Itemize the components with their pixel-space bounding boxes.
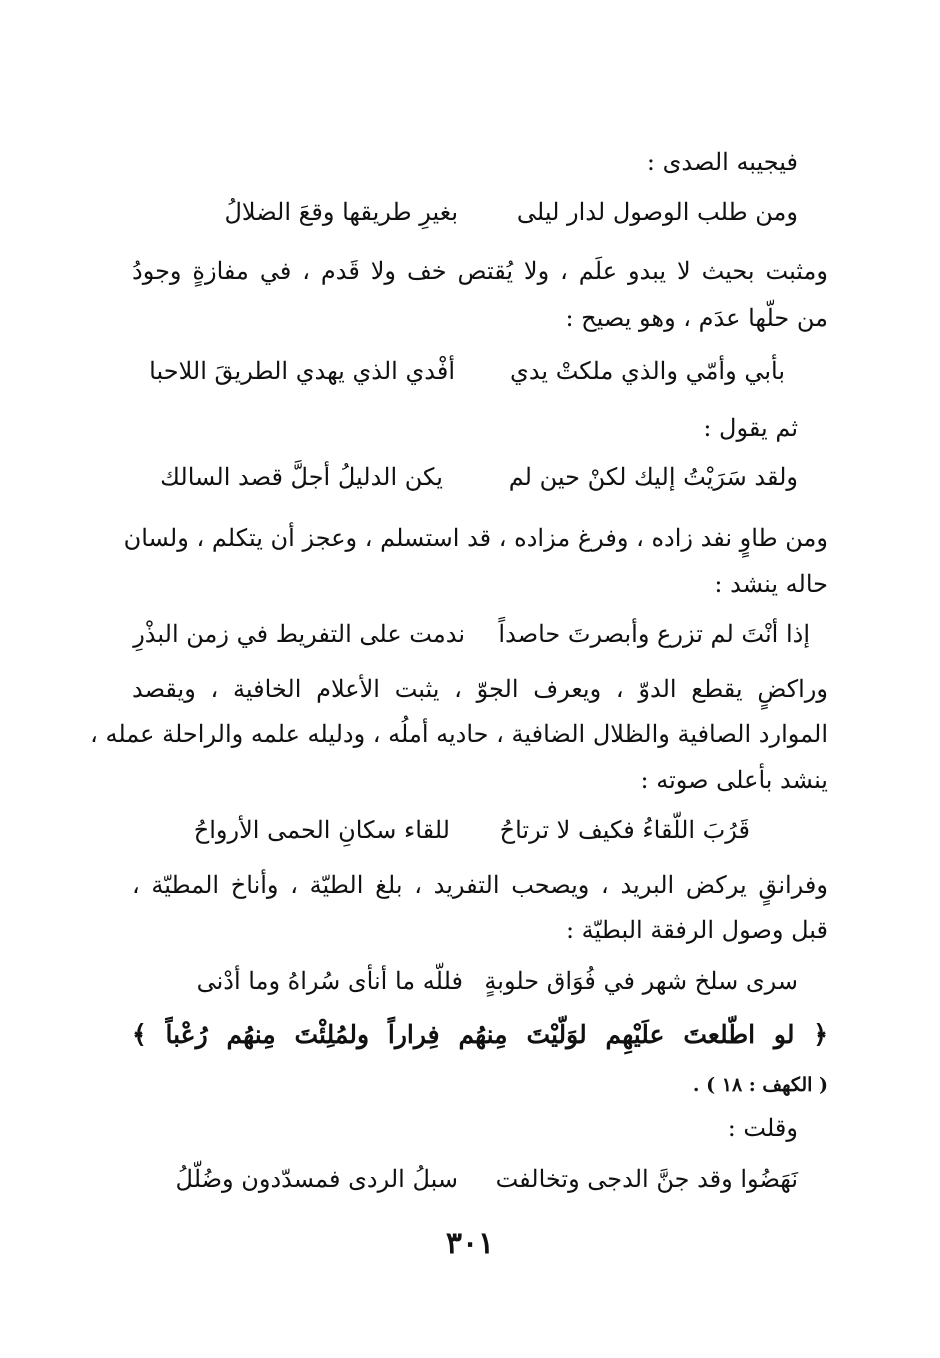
verse-hemistich-second: فللّه ما أنأى سُراهُ وما أدْنى [196, 967, 463, 995]
verse-line [194, 813, 750, 847]
verse-hemistich-first: سرى سلخ شهر في فُوَاق حلوبةٍ [484, 967, 798, 995]
prose-line: قبل وصول الرفقة البطيّة : [565, 916, 828, 944]
prose-line: ينشد بأعلى صوته : [640, 766, 828, 794]
verse-line [176, 1162, 798, 1196]
verse-hemistich-second: يكن الدليلُ أجلَّ قصد السالك [160, 463, 443, 491]
verse-hemistich-second: بغيرِ طريقها وقعَ الضلالُ [224, 198, 458, 226]
verse-line [149, 354, 785, 388]
verse-hemistich-first: ومن طلب الوصول لدار ليلى [516, 198, 798, 226]
verse-hemistich-first: إذا أنْتَ لم تزرع وأبصرتَ حاصداً [498, 620, 810, 648]
verse-hemistich-second: ندمت على التفريط في زمن البذْرِ [133, 620, 465, 648]
prose-line: حاله ينشد : [714, 570, 828, 598]
verse-line [160, 460, 798, 494]
verse-hemistich-first: نَهَضُوا وقد جنَّ الدجى وتخالفت [495, 1165, 798, 1193]
verse-line [224, 195, 798, 229]
verse-hemistich-first: قَرُبَ اللّقاءُ فكيف لا ترتاحُ [499, 816, 750, 844]
prose-line: ومن طاوٍ نفد زاده ، وفرغ مزاده ، قد استسلم ، وعجز أن يتكلم ، ولسان [123, 524, 828, 552]
prose-line: ومثبت بحيث لا يبدو علَم ، ولا يُقتص خف ولا قَدم ، في مفازةٍ وجودُ [132, 257, 828, 285]
verse-line [133, 617, 810, 651]
page-number: ٣٠١ [445, 1226, 495, 1261]
prose-line: فيجيبه الصدى : [646, 148, 798, 176]
verse-line [197, 964, 798, 998]
verse-hemistich-first: بأبي وأمّي والذي ملكتْ يدي [510, 357, 785, 385]
prose-line: وقلت : [727, 1114, 798, 1142]
verse-hemistich-second: للقاء سكانِ الحمى الأرواحُ [193, 816, 450, 844]
verse-hemistich-second: سبلُ الردى فمسدّدون وضُلّلُ [175, 1165, 458, 1193]
prose-line: وفرانقٍ يركض البريد ، ويصحب التفريد ، بلغ الطيّة ، وأناخ المطيّة ، [132, 871, 828, 899]
quran-verse: ﴿ لو اطّلعتَ علَيْهِم لوَلّيْتَ مِنهُم فِراراً ولمُلِئْتَ مِنهُم رُعْباً ﴾ [132, 1020, 828, 1049]
verse-hemistich-second: أفْدي الذي يهدي الطريقَ اللاحبا [149, 357, 455, 385]
verse-hemistich-first: ولقد سَرَيْتُ إليك لكنْ حين لم [508, 463, 798, 491]
prose-line: ثم يقول : [703, 414, 798, 442]
prose-line: وراكضٍ يقطع الدوّ ، ويعرف الجوّ ، يثبت الأعلام الخافية ، ويقصد [132, 675, 828, 703]
quran-citation: ( الكهف : ١٨ ) . [692, 1074, 828, 1096]
prose-line: من حلّها عدَم ، وهو يصيح : [565, 304, 828, 332]
prose-line: الموارد الصافية والظلال الضافية ، حاديه أملُه ، ودليله علمه والراحلة عمله ، [90, 720, 828, 748]
